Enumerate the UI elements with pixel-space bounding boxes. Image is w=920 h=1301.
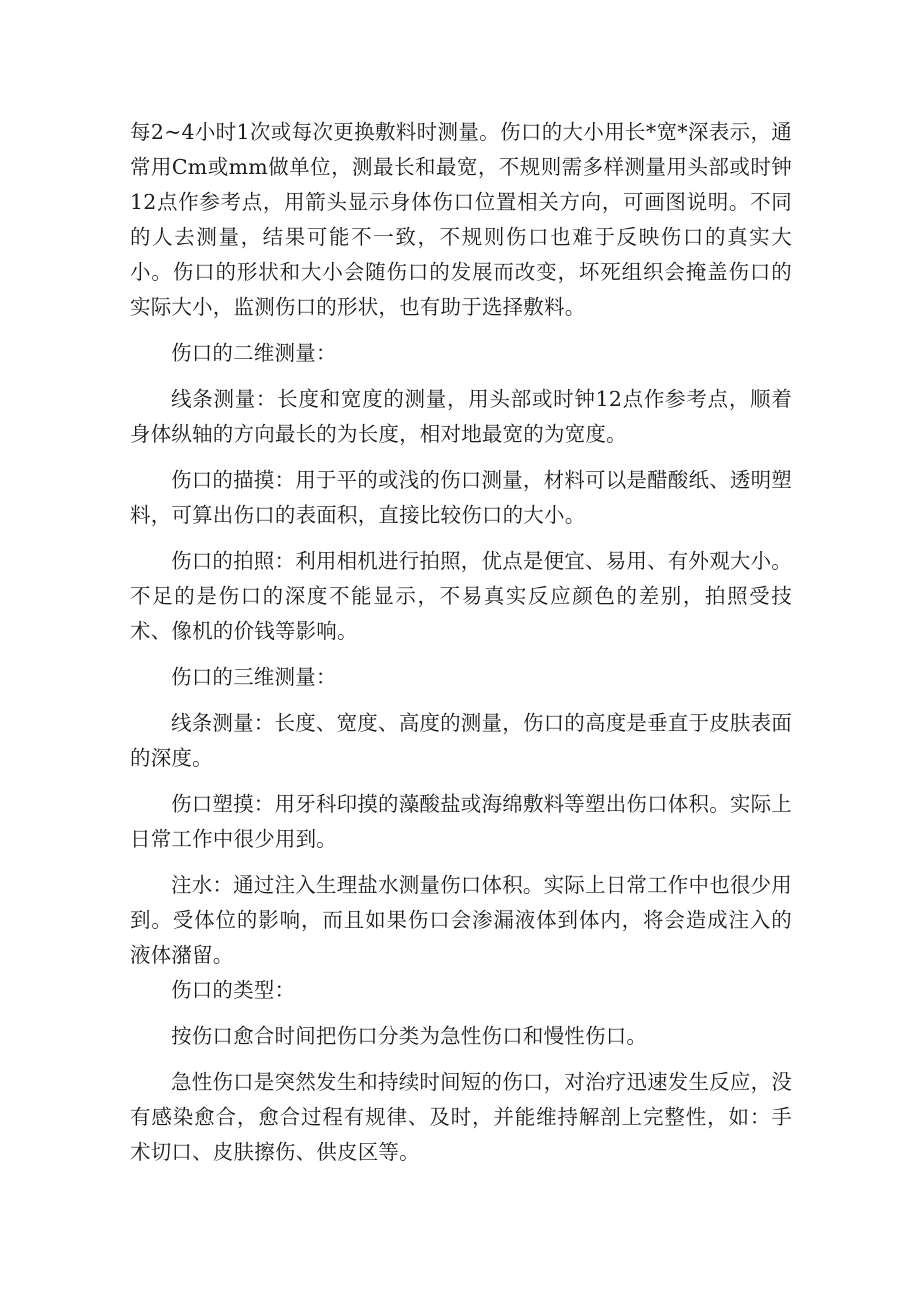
paragraph-wound-photography: 伤口的拍照：利用相机进行拍照，优点是便宜、易用、有外观大小。不足的是伤口的深度不能显示，不易真实反应颜色的差别，拍照受技术、像机的价钱等影响。 bbox=[130, 549, 792, 643]
heading-wound-types: 伤口的类型： bbox=[171, 978, 296, 1002]
paragraph-line-measurement-2d: 线条测量：长度和宽度的测量，用头部或时钟12点作参考点，顺着身体纵轴的方向最长的为长度，相对地最宽的为宽度。 bbox=[130, 387, 792, 446]
heading-3d-measurement: 伤口的三维测量： bbox=[171, 665, 337, 689]
paragraph-water-injection: 注水：通过注入生理盐水测量伤口体积。实际上日常工作中也很少用到。受体位的影响，而且如果伤口会渗漏液体到体内，将会造成注入的液体潴留。 bbox=[130, 873, 792, 967]
heading-2d-measurement: 伤口的二维测量： bbox=[171, 341, 337, 365]
paragraph-wound-molding: 伤口塑摸：用牙科印摸的藻酸盐或海绵敷料等塑出伤口体积。实际上日常工作中很少用到。 bbox=[130, 792, 792, 851]
paragraph-measurement-intro: 每2~4小时1次或每次更换敷料时测量。伤口的大小用长*宽*深表示，通常用Cm或mm做单位，测最长和最宽，不规则需多样测量用头部或时钟12点作参考点，用箭头显示身体伤口位置相关方向，可画图说明。不同的人去测量，结果可能不一致，不规则伤口也难于反映伤口的真实大小。伤口的形状和大小会随伤口的发展而改变，坏死组织会掩盖伤口的实际大小，监测伤口的形状，也有助于选择敷料。 bbox=[130, 120, 792, 319]
paragraph-wound-tracing: 伤口的描摸：用于平的或浅的伤口测量，材料可以是醋酸纸、透明塑料，可算出伤口的表面积，直接比较伤口的大小。 bbox=[130, 468, 792, 527]
paragraph-line-measurement-3d: 线条测量：长度、宽度、高度的测量，伤口的高度是垂直于皮肤表面的深度。 bbox=[130, 711, 792, 770]
paragraph-acute-wound: 急性伤口是突然发生和持续时间短的伤口，对治疗迅速发生反应，没有感染愈合，愈合过程有规律、及时，并能维持解剖上完整性，如：手术切口、皮肤擦伤、供皮区等。 bbox=[130, 1070, 792, 1164]
paragraph-wound-classification: 按伤口愈合时间把伤口分类为急性伤口和慢性伤口。 bbox=[171, 1024, 648, 1048]
